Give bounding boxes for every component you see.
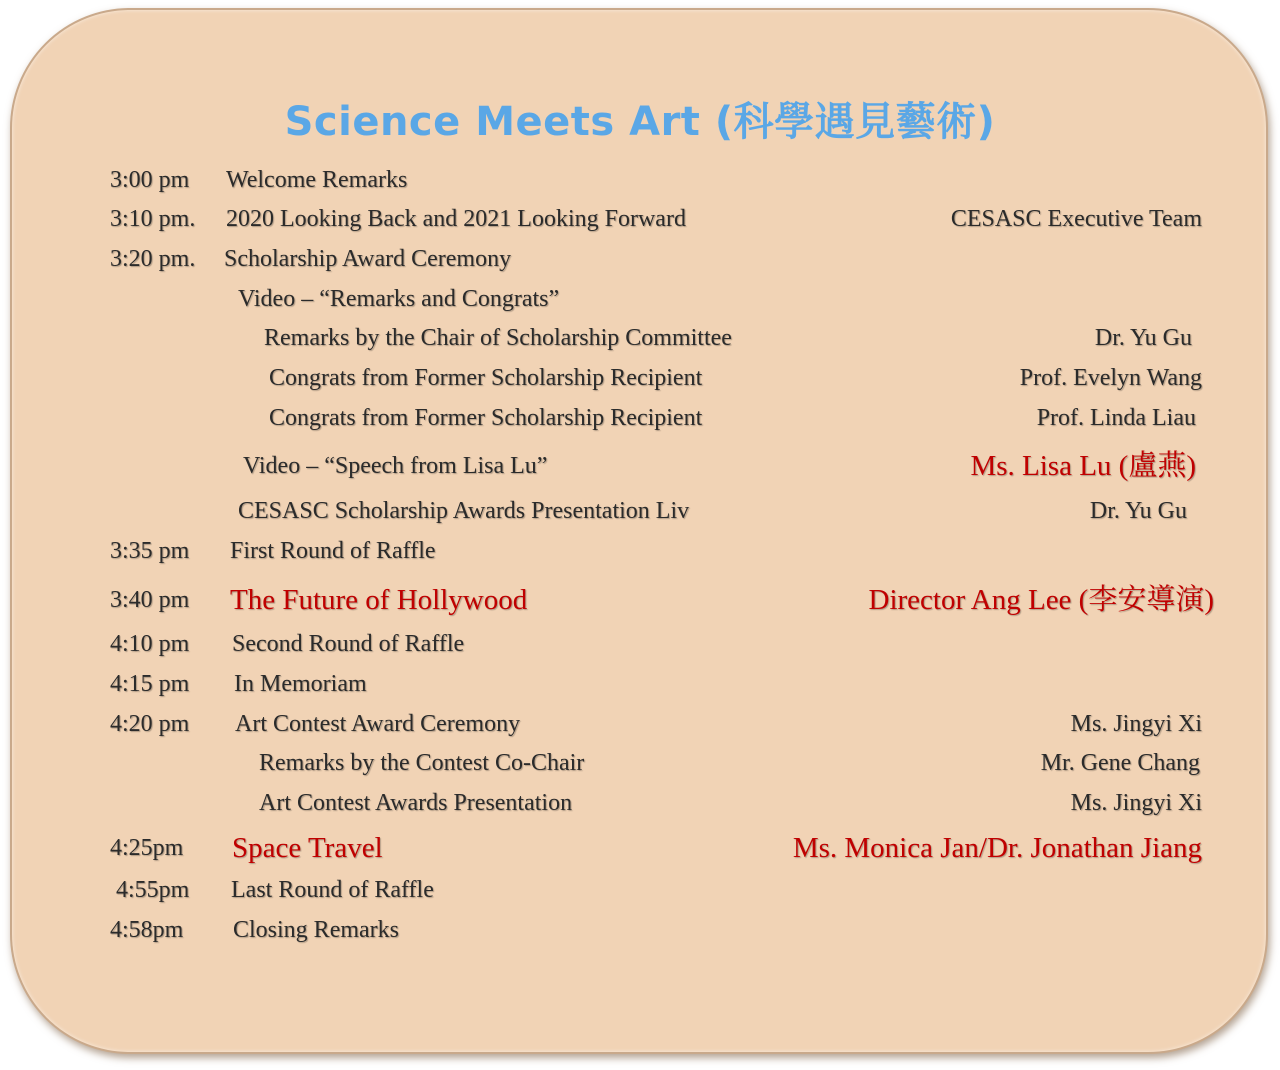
agenda-row: [0, 162, 1280, 198]
agenda-speaker: Ms. Jingyi Xi: [1070, 790, 1202, 816]
agenda-row: [0, 400, 1280, 436]
agenda-speaker: Dr. Yu Gu: [1089, 498, 1187, 524]
agenda-event: Welcome Remarks: [226, 167, 408, 193]
agenda-event: Art Contest Awards Presentation: [259, 790, 573, 816]
agenda-time: 4:10 pm: [110, 631, 190, 657]
agenda-event: Congrats from Former Scholarship Recipient: [269, 365, 703, 391]
agenda-row: [0, 241, 1280, 277]
agenda-time: 4:55pm: [116, 877, 190, 903]
agenda-event: Video – “Remarks and Congrats”: [238, 286, 560, 312]
agenda-row: [0, 360, 1280, 396]
agenda-event: Art Contest Award Ceremony: [235, 711, 521, 737]
agenda-event: Closing Remarks: [233, 917, 399, 943]
agenda-speaker: Prof. Linda Liau: [1036, 405, 1196, 431]
agenda-event: Second Round of Raffle: [232, 631, 465, 657]
agenda-time: 3:40 pm: [110, 587, 190, 613]
agenda-speaker: Prof. Evelyn Wang: [1019, 365, 1202, 391]
agenda-speaker: Ms. Monica Jan/Dr. Jonathan Jiang: [792, 832, 1202, 864]
agenda-row: [0, 706, 1280, 742]
agenda-row: [0, 201, 1280, 237]
agenda-time: 3:20 pm.: [110, 246, 196, 272]
agenda-row: [0, 582, 1280, 618]
agenda-row: [0, 666, 1280, 702]
agenda-event: Remarks by the Chair of Scholarship Committee: [264, 325, 732, 351]
agenda-event: Last Round of Raffle: [231, 877, 434, 903]
agenda-row: [0, 320, 1280, 356]
agenda-event: Space Travel: [232, 832, 383, 864]
agenda-event: First Round of Raffle: [230, 538, 436, 564]
agenda-speaker: CESASC Executive Team: [950, 206, 1202, 232]
agenda-row: [0, 912, 1280, 948]
agenda-row: [0, 448, 1280, 484]
agenda-event: Remarks by the Contest Co-Chair: [259, 750, 585, 776]
agenda-time: 4:58pm: [110, 917, 184, 943]
page-title: Science Meets Art (科學遇見藝術): [284, 99, 996, 145]
agenda-event: Video – “Speech from Lisa Lu”: [243, 453, 548, 479]
agenda-row: [0, 745, 1280, 781]
agenda-speaker: Ms. Jingyi Xi: [1070, 711, 1202, 737]
agenda-time: 4:25pm: [110, 835, 184, 861]
agenda-time: 3:35 pm: [110, 538, 190, 564]
agenda-row: [0, 785, 1280, 821]
agenda-row: [0, 872, 1280, 908]
agenda-row: [0, 626, 1280, 662]
agenda-speaker: Director Ang Lee (李安導演): [868, 584, 1214, 616]
agenda-speaker: Dr. Yu Gu: [1094, 325, 1192, 351]
agenda-row: [0, 830, 1280, 866]
agenda-time: 3:10 pm.: [110, 206, 196, 232]
agenda-event: 2020 Looking Back and 2021 Looking Forward: [226, 206, 686, 232]
agenda-row: [0, 493, 1280, 529]
agenda-time: 4:20 pm: [110, 711, 190, 737]
agenda-time: 3:00 pm: [110, 167, 190, 193]
agenda-event: Scholarship Award Ceremony: [224, 246, 512, 272]
agenda-event: The Future of Hollywood: [230, 584, 528, 616]
agenda-event: CESASC Scholarship Awards Presentation Liv: [238, 498, 690, 524]
agenda-speaker: Mr. Gene Chang: [1040, 750, 1200, 776]
agenda-time: 4:15 pm: [110, 671, 190, 697]
agenda-speaker: Ms. Lisa Lu (盧燕): [970, 450, 1196, 482]
agenda-event: Congrats from Former Scholarship Recipient: [269, 405, 703, 431]
agenda-row: [0, 281, 1280, 317]
agenda-row: [0, 533, 1280, 569]
agenda-event: In Memoriam: [234, 671, 367, 697]
